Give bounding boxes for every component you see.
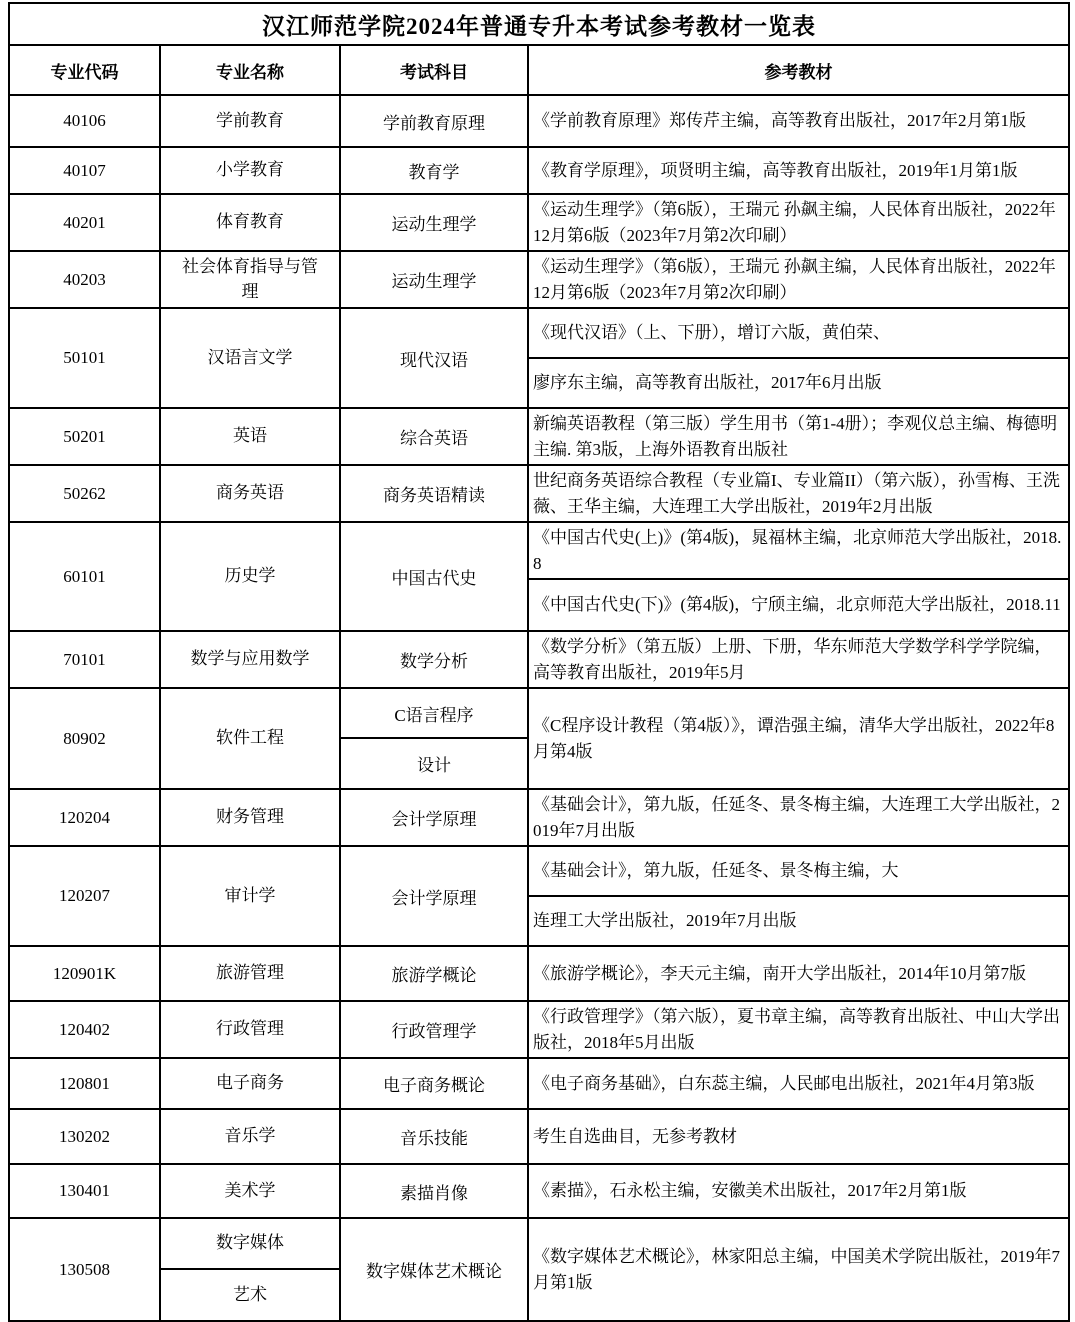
- exam-subject-cell: 旅游学概论: [340, 946, 528, 1001]
- major-name-cell: 社会体育指导与管理: [160, 251, 340, 308]
- exam-subject-cell: 运动生理学: [340, 251, 528, 308]
- table-row: [9, 408, 1069, 465]
- reference-textbook-cell: 《旅游学概论》，李天元主编，南开大学出版社，2014年10月第7版: [528, 946, 1069, 1001]
- table-row: [9, 1218, 1069, 1269]
- page-title: 汉江师范学院2024年普通专升本考试参考教材一览表: [9, 3, 1069, 45]
- reference-textbook-cell: 《基础会计》，第九版，任延冬、景冬梅主编，大: [528, 846, 1069, 896]
- major-name-cell: 美术学: [160, 1164, 340, 1218]
- exam-subject-cell: 音乐技能: [340, 1109, 528, 1164]
- exam-subject-cell: 数字媒体艺术概论: [340, 1218, 528, 1321]
- major-code-cell: 70101: [9, 631, 160, 688]
- major-name-cell: 音乐学: [160, 1109, 340, 1164]
- exam-subject-cell: 教育学: [340, 147, 528, 194]
- exam-subject-cell: 素描肖像: [340, 1164, 528, 1218]
- major-code-cell: 50201: [9, 408, 160, 465]
- exam-subject-cell: 运动生理学: [340, 194, 528, 251]
- document-page: [0, 2, 1075, 1304]
- reference-textbook-cell: 《教育学原理》，项贤明主编，高等教育出版社，2019年1月第1版: [528, 147, 1069, 194]
- exam-subject-cell: 设计: [340, 738, 528, 789]
- major-name-cell: 数学与应用数学: [160, 631, 340, 688]
- exam-subject-cell: 综合英语: [340, 408, 528, 465]
- major-name-cell: 审计学: [160, 846, 340, 946]
- column-header-ref: 参考教材: [528, 45, 1069, 95]
- table-row: [9, 946, 1069, 1001]
- table-body: [9, 95, 1069, 1321]
- major-code-cell: 120207: [9, 846, 160, 946]
- reference-textbook-cell: 《数学分析》（第五版）上册、下册，华东师范大学数学科学学院编，高等教育出版社，2019年5月: [528, 631, 1069, 688]
- textbook-table: [8, 2, 1070, 1322]
- exam-subject-cell: 现代汉语: [340, 308, 528, 408]
- column-header-major: 专业名称: [160, 45, 340, 95]
- title-row: [9, 3, 1069, 45]
- major-code-cell: 120204: [9, 789, 160, 846]
- major-name-cell: 数字媒体: [160, 1218, 340, 1269]
- reference-textbook-cell: 新编英语教程（第三版）学生用书（第1-4册）；李观仪总主编、梅德明主编. 第3版，上海外语教育出版社: [528, 408, 1069, 465]
- major-code-cell: 40201: [9, 194, 160, 251]
- table-row: [9, 1058, 1069, 1109]
- major-name-cell: 行政管理: [160, 1001, 340, 1058]
- major-name-cell: 财务管理: [160, 789, 340, 846]
- major-code-cell: 120801: [9, 1058, 160, 1109]
- exam-subject-cell: 会计学原理: [340, 846, 528, 946]
- exam-subject-cell: 商务英语精读: [340, 465, 528, 522]
- reference-textbook-cell: 廖序东主编，高等教育出版社，2017年6月出版: [528, 358, 1069, 408]
- reference-textbook-cell: 《C程序设计教程（第4版）》，谭浩强主编，清华大学出版社，2022年8月第4版: [528, 688, 1069, 789]
- reference-textbook-cell: 连理工大学出版社，2019年7月出版: [528, 896, 1069, 946]
- reference-textbook-cell: 《中国古代史(下)》(第4版)，宁颀主编，北京师范大学出版社，2018.11: [528, 579, 1069, 631]
- column-header-subject: 考试科目: [340, 45, 528, 95]
- table-row: [9, 522, 1069, 579]
- major-code-cell: 40203: [9, 251, 160, 308]
- table-row: [9, 465, 1069, 522]
- major-code-cell: 130401: [9, 1164, 160, 1218]
- major-code-cell: 50101: [9, 308, 160, 408]
- reference-textbook-cell: 《现代汉语》（上、下册），增订六版，黄伯荣、: [528, 308, 1069, 358]
- reference-textbook-cell: 《素描》，石永松主编，安徽美术出版社，2017年2月第1版: [528, 1164, 1069, 1218]
- exam-subject-cell: 数学分析: [340, 631, 528, 688]
- major-code-cell: 120901K: [9, 946, 160, 1001]
- major-code-cell: 40107: [9, 147, 160, 194]
- reference-textbook-cell: 《运动生理学》（第6版），王瑞元 孙飙主编，人民体育出版社，2022年12月第6版（2023年7月第2次印刷）: [528, 251, 1069, 308]
- major-name-cell: 学前教育: [160, 95, 340, 147]
- table-row: [9, 251, 1069, 308]
- table-row: [9, 789, 1069, 846]
- exam-subject-cell: 中国古代史: [340, 522, 528, 631]
- major-code-cell: 50262: [9, 465, 160, 522]
- table-row: [9, 688, 1069, 738]
- major-name-cell: 英语: [160, 408, 340, 465]
- reference-textbook-cell: 《中国古代史(上)》(第4版)，晁福林主编，北京师范大学出版社，2018.8: [528, 522, 1069, 579]
- reference-textbook-cell: 《学前教育原理》郑传芹主编，高等教育出版社，2017年2月第1版: [528, 95, 1069, 147]
- exam-subject-cell: 会计学原理: [340, 789, 528, 846]
- table-row: [9, 1001, 1069, 1058]
- major-name-cell: 体育教育: [160, 194, 340, 251]
- header-row: [9, 45, 1069, 95]
- reference-textbook-cell: 《运动生理学》（第6版），王瑞元 孙飙主编，人民体育出版社，2022年12月第6版（2023年7月第2次印刷）: [528, 194, 1069, 251]
- table-row: [9, 846, 1069, 896]
- major-name-cell: 小学教育: [160, 147, 340, 194]
- reference-textbook-cell: 《电子商务基础》，白东蕊主编，人民邮电出版社，2021年4月第3版: [528, 1058, 1069, 1109]
- major-name-cell: 旅游管理: [160, 946, 340, 1001]
- major-name-cell: 电子商务: [160, 1058, 340, 1109]
- table-row: [9, 631, 1069, 688]
- major-code-cell: 40106: [9, 95, 160, 147]
- table-row: [9, 194, 1069, 251]
- major-code-cell: 60101: [9, 522, 160, 631]
- reference-textbook-cell: 考生自选曲目，无参考教材: [528, 1109, 1069, 1164]
- reference-textbook-cell: 《行政管理学》（第六版），夏书章主编，高等教育出版社、中山大学出版社，2018年5月出版: [528, 1001, 1069, 1058]
- exam-subject-cell: C语言程序: [340, 688, 528, 738]
- exam-subject-cell: 学前教育原理: [340, 95, 528, 147]
- major-name-cell: 汉语言文学: [160, 308, 340, 408]
- major-code-cell: 80902: [9, 688, 160, 789]
- major-name-cell: 软件工程: [160, 688, 340, 789]
- major-name-cell: 历史学: [160, 522, 340, 631]
- table-row: [9, 1164, 1069, 1218]
- table-row: [9, 95, 1069, 147]
- exam-subject-cell: 行政管理学: [340, 1001, 528, 1058]
- column-header-code: 专业代码: [9, 45, 160, 95]
- reference-textbook-cell: 世纪商务英语综合教程（专业篇I、专业篇II）（第六版），孙雪梅、王洗薇、王华主编，大连理工大学出版社，2019年2月出版: [528, 465, 1069, 522]
- exam-subject-cell: 电子商务概论: [340, 1058, 528, 1109]
- reference-textbook-cell: 《基础会计》，第九版，任延冬、景冬梅主编，大连理工大学出版社，2019年7月出版: [528, 789, 1069, 846]
- major-code-cell: 130508: [9, 1218, 160, 1321]
- table-row: [9, 308, 1069, 358]
- major-code-cell: 130202: [9, 1109, 160, 1164]
- table-row: [9, 1109, 1069, 1164]
- reference-textbook-cell: 《数字媒体艺术概论》，林家阳总主编，中国美术学院出版社，2019年7月第1版: [528, 1218, 1069, 1321]
- table-row: [9, 147, 1069, 194]
- major-name-cell: 商务英语: [160, 465, 340, 522]
- major-name-cell: 艺术: [160, 1269, 340, 1321]
- major-code-cell: 120402: [9, 1001, 160, 1058]
